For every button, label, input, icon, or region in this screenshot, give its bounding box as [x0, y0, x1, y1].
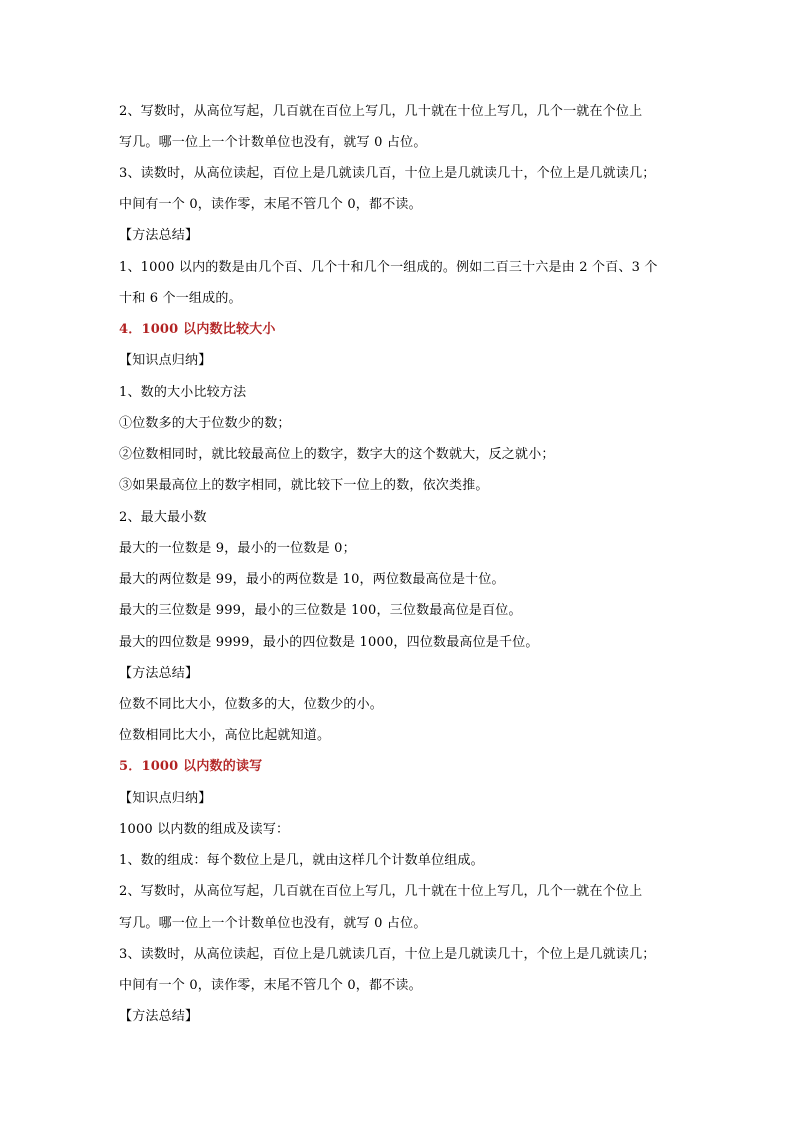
paragraph-writing-rule-4: 写几。哪一位上一个计数单位也没有，就写 0 占位。 [119, 916, 427, 931]
paragraph-three-digit: 最大的三位数是 999，最小的三位数是 100，三位数最高位是百位。 [119, 603, 522, 618]
list-item-compare-1: ①位数多的大于位数少的数； [119, 416, 291, 431]
knowledge-summary-label: 【知识点归纳】 [119, 353, 212, 368]
paragraph-four-digit: 最大的四位数是 9999，最小的四位数是 1000，四位数最高位是千位。 [119, 635, 539, 650]
method-summary-label-2: 【方法总结】 [119, 666, 199, 681]
paragraph-reading-rule-2: 中间有一个 0，读作零，末尾不管几个 0，都不读。 [119, 197, 422, 212]
section-heading-compare: 4．1000 以内数比较大小 [119, 322, 276, 337]
method-summary-label-3: 【方法总结】 [119, 1009, 199, 1024]
paragraph-compare-method: 1、数的大小比较方法 [119, 385, 247, 400]
paragraph-reading-rule-3: 3、读数时，从高位读起，百位上是几就读几百，十位上是几就读几十，个位上是几就读几； [119, 947, 656, 962]
paragraph-rhyme-1: 位数不同比大小，位数多的大，位数少的小。 [119, 697, 384, 712]
paragraph-writing-rule-1: 2、写数时，从高位写起，几百就在百位上写几，几十就在十位上写几，几个一就在个位上 [119, 104, 643, 119]
paragraph-rhyme-2: 位数相同比大小，高位比起就知道。 [119, 728, 331, 743]
list-item-compare-3: ③如果最高位上的数字相同，就比较下一位上的数，依次类推。 [119, 478, 489, 493]
method-summary-label: 【方法总结】 [119, 228, 199, 243]
paragraph-reading-rule-1: 3、读数时，从高位读起，百位上是几就读几百，十位上是几就读几十，个位上是几就读几； [119, 166, 656, 181]
paragraph-writing-rule-2: 写几。哪一位上一个计数单位也没有，就写 0 占位。 [119, 135, 427, 150]
paragraph-reading-rule-4: 中间有一个 0，读作零，末尾不管几个 0，都不读。 [119, 978, 422, 993]
paragraph-composition-1: 1、1000 以内的数是由几个百、几个十和几个一组成的。例如二百三十六是由 2 个百、3 个 [119, 260, 658, 275]
list-item-compare-2: ②位数相同时，就比较最高位上的数字，数字大的这个数就大，反之就小； [119, 447, 555, 462]
paragraph-max-min: 2、最大最小数 [119, 510, 207, 525]
paragraph-two-digit: 最大的两位数是 99，最小的两位数是 10，两位数最高位是十位。 [119, 572, 505, 587]
paragraph-composition-title: 1000 以内数的组成及读写： [119, 822, 290, 837]
section-heading-read-write: 5．1000 以内数的读写 [119, 759, 263, 774]
paragraph-writing-rule-3: 2、写数时，从高位写起，几百就在百位上写几，几十就在十位上写几，几个一就在个位上 [119, 884, 643, 899]
knowledge-summary-label-2: 【知识点归纳】 [119, 791, 212, 806]
paragraph-composition-2: 十和 6 个一组成的。 [119, 291, 242, 306]
paragraph-number-composition: 1、数的组成：每个数位上是几，就由这样几个计数单位组成。 [119, 853, 484, 868]
paragraph-one-digit: 最大的一位数是 9，最小的一位数是 0； [119, 541, 356, 556]
